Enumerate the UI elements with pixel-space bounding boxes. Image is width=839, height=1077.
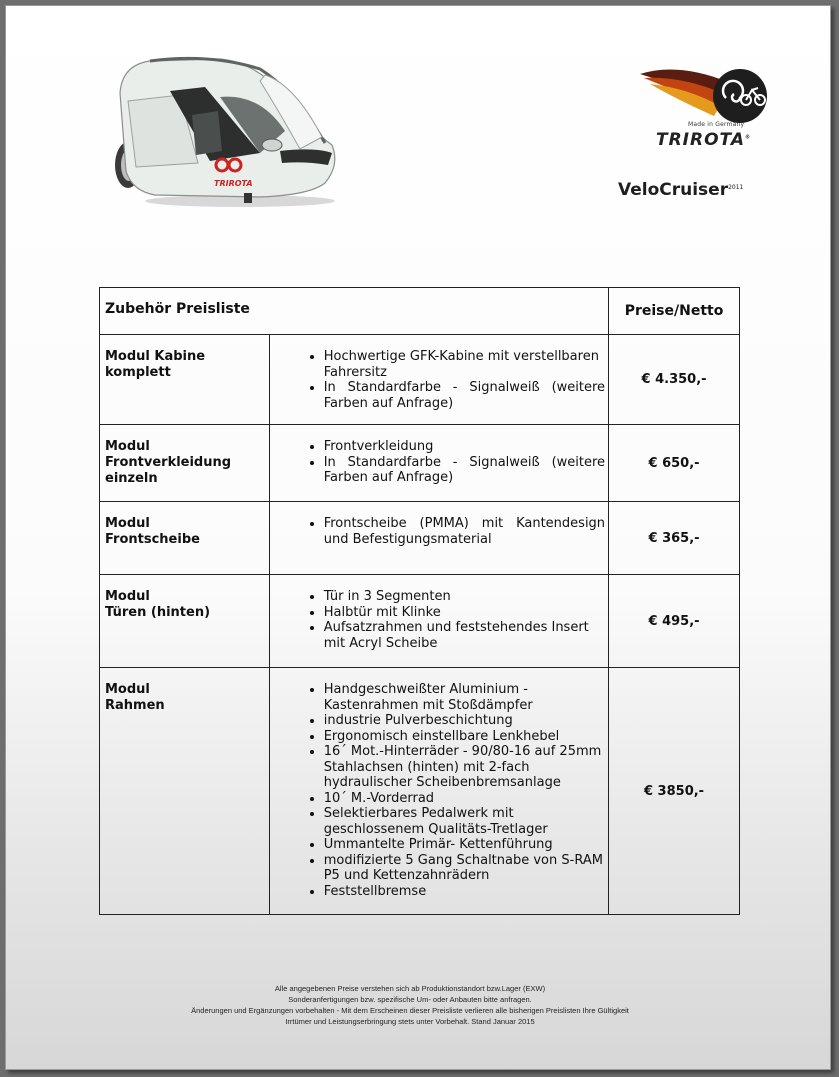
feature-item: • Tür in 3 Segmenten [324,589,605,605]
footer-notes [100,983,720,1027]
feature-list [270,668,608,899]
footer-line: Änderungen und Ergänzungen vorbehalten - Mit dem Erscheinen dieser Preisliste verlieren alle bisherigen Preislisten Ihre Gültigkeit [191,1006,629,1015]
module-name-line: Frontscheibe [105,532,200,547]
module-price: € 3850,- [609,668,740,915]
feature-item: • Halbtür mit Klinke [324,605,605,621]
svg-text:TRIROTA: TRIROTA [214,179,253,188]
logo-swoosh-icon [638,66,778,126]
trirota-logo [638,66,778,158]
feature-item: • Ummantelte Primär- Kettenführung [324,837,605,853]
module-price: € 4.350,- [609,335,740,425]
module-price: € 365,- [609,502,740,575]
module-name-line: komplett [105,365,171,380]
table-header-row [100,288,740,335]
module-name [100,502,270,575]
module-name [100,575,270,668]
module-price: € 650,- [609,425,740,502]
module-name-line: Frontverkleidung [105,455,232,470]
module-description [269,425,608,502]
feature-item: • Selektierbares Pedalwerk mit geschlossenem Qualitäts-Tretlager [324,806,605,837]
feature-list [270,425,608,486]
module-name-line: Modul [105,516,150,531]
module-description [269,502,608,575]
feature-item: • Handgeschweißter Aluminium - Kastenrahmen mit Stoßdämpfer [324,682,605,713]
feature-item: • Aufsatzrahmen und feststehendes Insert mit Acryl Scheibe [324,620,605,651]
table-row [100,335,740,425]
footer-line: Irrtümer und Leistungserbringung stets unter Vorbehalt. Stand Januar 2015 [285,1017,535,1026]
product-name: VeloCruiser$^{2011}$ [618,180,744,200]
footer-line: Alle angegebenen Preise verstehen sich ab Produktionstandort bzw.Lager (EXW) [274,984,546,993]
price-table [99,287,740,915]
feature-item: • modifizierte 5 Gang Schaltnabe von S-RAM P5 und Kettenzahnrädern [324,853,605,884]
feature-item: • In Standardfarbe - Signalweiß (weitere Farben auf Anfrage) [324,455,605,486]
product-year: 2011 [728,184,744,191]
module-price: € 495,- [609,575,740,668]
feature-item: • 10´ M.-Vorderrad [324,791,605,807]
module-name-line: einzeln [105,471,158,486]
module-name-line: Türen (hinten) [105,605,211,620]
module-name-line: Modul [105,589,150,604]
footer-line: Sonderanfertigungen bzw. spezifische Um- oder Anbauten bitte anfragen. [288,995,532,1004]
module-description [269,335,608,425]
logo-trademark: ® [745,134,751,141]
feature-item: • In Standardfarbe - Signalweiß (weitere Farben auf Anfrage) [324,380,605,411]
module-description [269,668,608,915]
table-row [100,502,740,575]
feature-item: • Feststellbremse [324,884,605,900]
module-name-line: Modul [105,682,150,697]
feature-item: • Ergonomisch einstellbare Lenkhebel [324,729,605,745]
feature-item: • Hochwertige GFK-Kabine mit verstellbaren Fahrersitz [324,349,605,380]
table-row [100,668,740,915]
feature-item: • Frontscheibe (PMMA) mit Kantendesign und Befestigungsmaterial [324,516,605,547]
module-name-line: Rahmen [105,698,165,713]
logo-made-in: Made in Germany [688,121,745,128]
feature-item: • Frontverkleidung [324,439,605,455]
module-name-line: Modul [105,439,150,454]
feature-item: • industrie Pulverbeschichtung [324,713,605,729]
module-name [100,425,270,502]
feature-list [270,502,608,547]
logo-brand: TRIROTA® [656,130,751,150]
module-name [100,668,270,915]
feature-list [270,335,608,411]
module-description [269,575,608,668]
price-column-header: Preise/Netto [609,288,740,335]
table-title: Zubehör Preisliste [100,288,609,335]
table-row [100,575,740,668]
feature-list [270,575,608,651]
feature-item: • 16´ Mot.-Hinterräder - 90/80-16 auf 25mm Stahlachsen (hinten) mit 2-fach hydraulischer Scheibenbremsanlage [324,744,605,791]
module-name [100,335,270,425]
vehicle-image [110,53,340,223]
table-row [100,425,740,502]
module-name-line: Modul Kabine [105,349,206,364]
